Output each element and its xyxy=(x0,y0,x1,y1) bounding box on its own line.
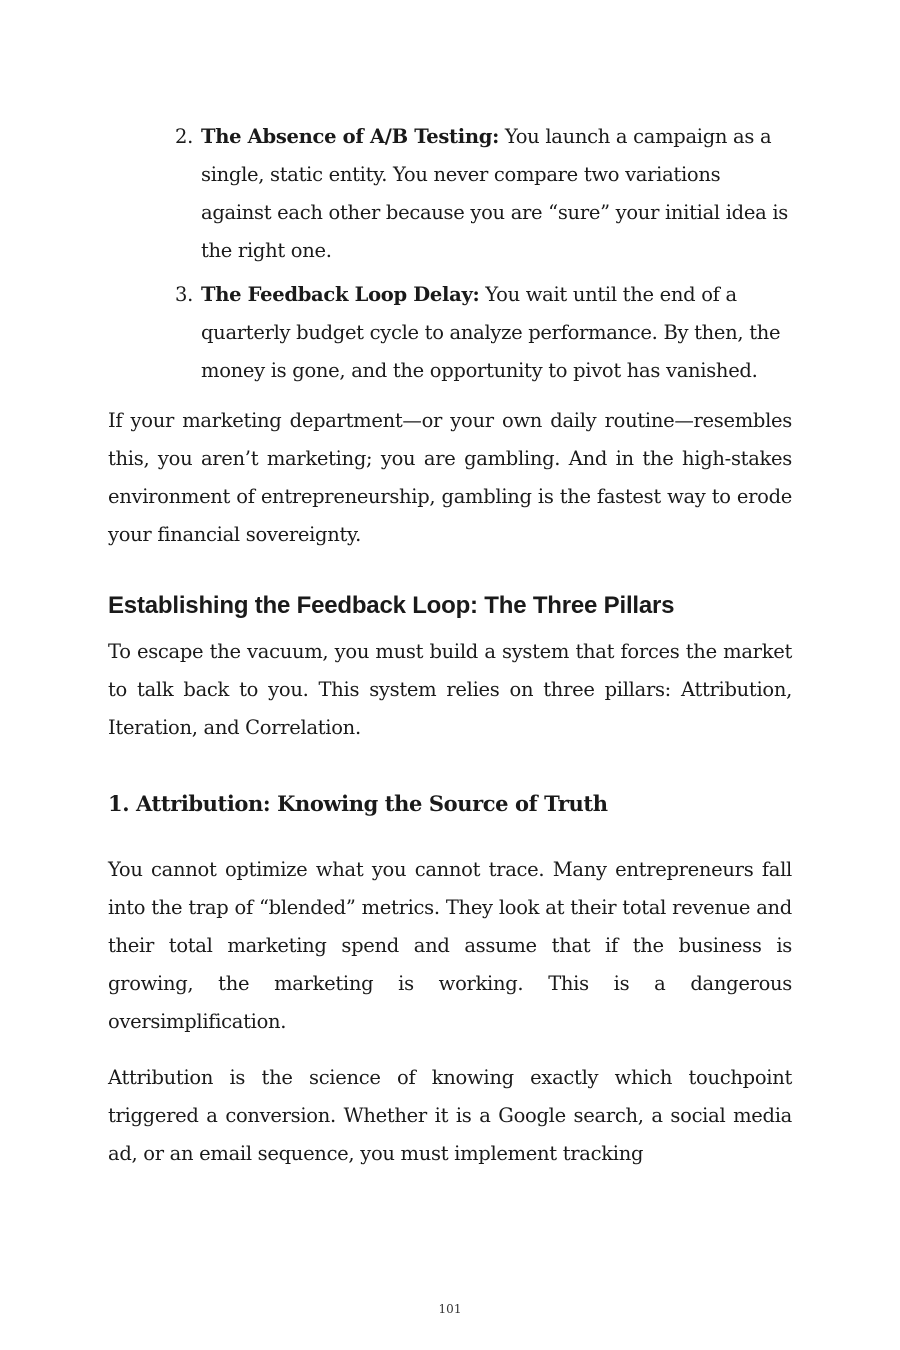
paragraph-attribution: Attribution is the science of knowing exactly which touchpoint triggered a conversion. Whether it is a Google search, a social media ad, or an email sequence, you must implement tracking xyxy=(108,1066,792,1165)
list-item-title: The Feedback Loop Delay: xyxy=(201,283,480,306)
numbered-list xyxy=(175,118,792,390)
paragraph-gambling: If your marketing department—or your own daily routine—resembles this, you aren’t marketing; you are gambling. And in the high-stakes environment of entrepreneurship, gambling is the fastest way to erode your financial sovereignty. xyxy=(108,409,792,546)
list-item-number: 2. xyxy=(175,125,194,148)
paragraph-trace: You cannot optimize what you cannot trace. Many entrepreneurs fall into the trap of “blended” metrics. They look at their total revenue and their total marketing spend and assume that if the business is growing, the marketing is working. This is a dangerous oversimplification. xyxy=(108,858,792,1033)
list-item xyxy=(175,118,792,270)
page-content xyxy=(108,118,792,1173)
list-item-title: The Absence of A/B Testing: xyxy=(201,125,499,148)
paragraph-pillars: To escape the vacuum, you must build a system that forces the market to talk back to you. This system relies on three pillars: Attribution, Iteration, and Correlation. xyxy=(108,640,792,739)
section-heading: Establishing the Feedback Loop: The Three Pillars xyxy=(108,592,675,619)
list-item-text: You wait until the end of a quarterly budget cycle to analyze performance. By then, the money is gone, and the opportunity to pivot has vanished. xyxy=(201,283,781,382)
subheading: 1. Attribution: Knowing the Source of Truth xyxy=(108,791,608,816)
list-item-text: You launch a campaign as a single, static entity. You never compare two variations against each other because you are “sure” your initial idea is the right one. xyxy=(201,125,788,262)
list-item xyxy=(175,276,792,390)
page-number: 101 xyxy=(438,1302,462,1316)
list-item-number: 3. xyxy=(175,283,194,306)
